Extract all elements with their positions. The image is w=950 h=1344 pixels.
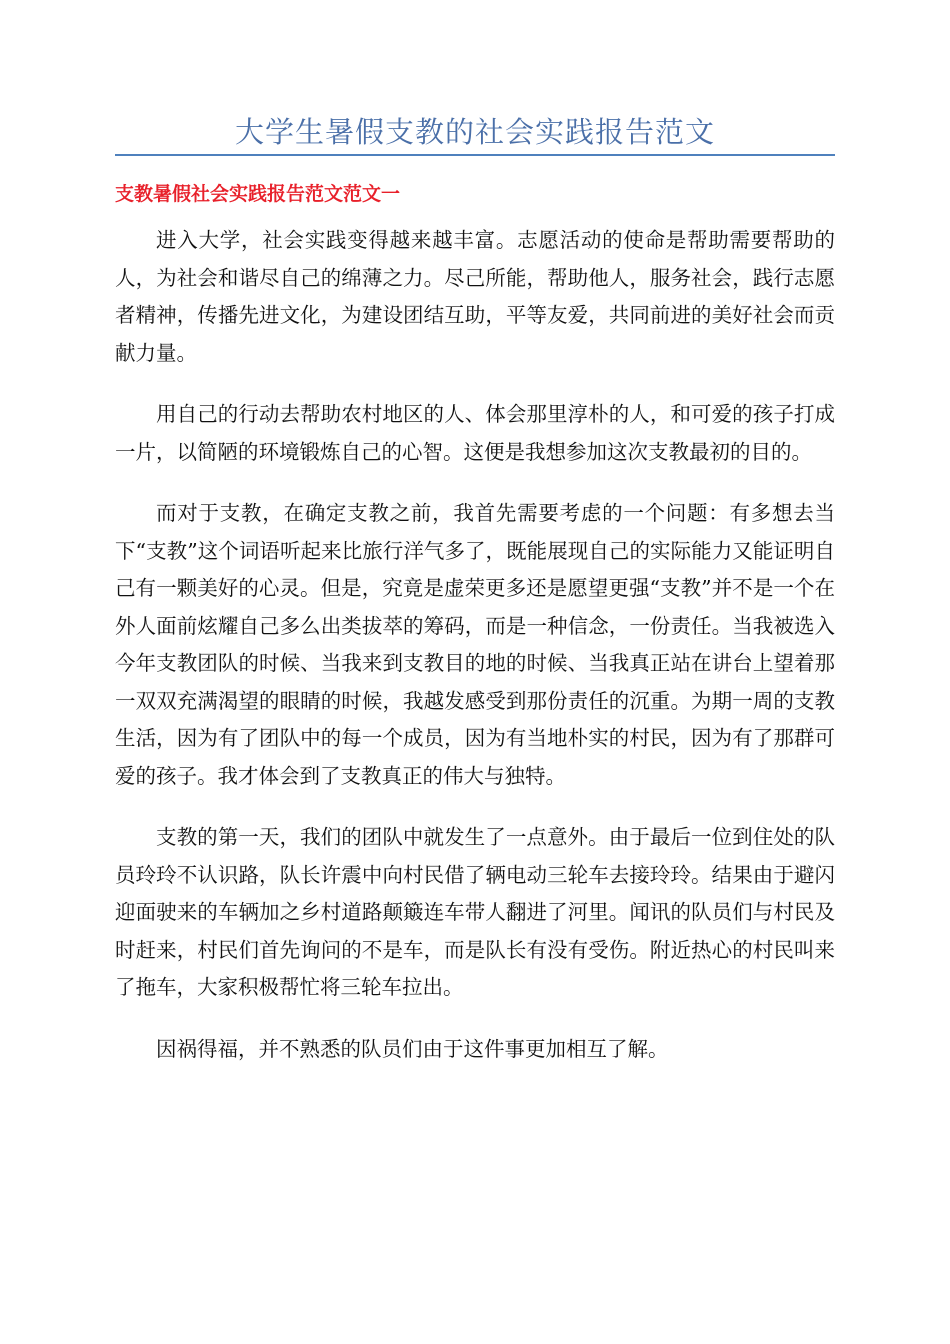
title-underline xyxy=(115,154,835,156)
paragraph: 进入大学，社会实践变得越来越丰富。志愿活动的使命是帮助需要帮助的人，为社会和谐尽自己的绵薄之力。尽己所能，帮助他人，服务社会，践行志愿者精神，传播先进文化，为建设团结互助，平等友爱，共同前进的美好社会而贡献力量。 xyxy=(115,228,835,365)
paragraph: 支教的第一天，我们的团队中就发生了一点意外。由于最后一位到住处的队员玲玲不认识路，队长许震中向村民借了辆电动三轮车去接玲玲。结果由于避闪迎面驶来的车辆加之乡村道路颠簸连车带人翻进了河里。闻讯的队员们与村民及时赶来，村民们首先询问的不是车，而是队长有没有受伤。附近热心的村民叫来了拖车，大家积极帮忙将三轮车拉出。 xyxy=(115,825,835,999)
paragraph: 而对于支教，在确定支教之前，我首先需要考虑的一个问题：有多想去当下“支教”这个词语听起来比旅行洋气多了，既能展现自己的实际能力又能证明自己有一颗美好的心灵。但是，究竟是虚荣更多还是愿望更强“支教”并不是一个在外人面前炫耀自己多么出类拔萃的筹码，而是一种信念，一份责任。当我被选入今年支教团队的时候、当我来到支教目的地的时候、当我真正站在讲台上望着那一双双充满渴望的眼睛的时候，我越发感受到那份责任的沉重。为期一周的支教生活，因为有了团队中的每一个成员，因为有当地朴实的村民，因为有了那群可爱的孩子。我才体会到了支教真正的伟大与独特。 xyxy=(115,501,835,788)
paragraph: 用自己的行动去帮助农村地区的人、体会那里淳朴的人，和可爱的孩子打成一片，以简陋的环境锻炼自己的心智。这便是我想参加这次支教最初的目的。 xyxy=(115,402,835,464)
section-heading: 支教暑假社会实践报告范文范文一 xyxy=(115,183,401,205)
document-title: 大学生暑假支教的社会实践报告范文 xyxy=(234,115,715,149)
document-body xyxy=(115,222,835,1092)
paragraph: 因祸得福，并不熟悉的队员们由于这件事更加相互了解。 xyxy=(156,1036,669,1061)
